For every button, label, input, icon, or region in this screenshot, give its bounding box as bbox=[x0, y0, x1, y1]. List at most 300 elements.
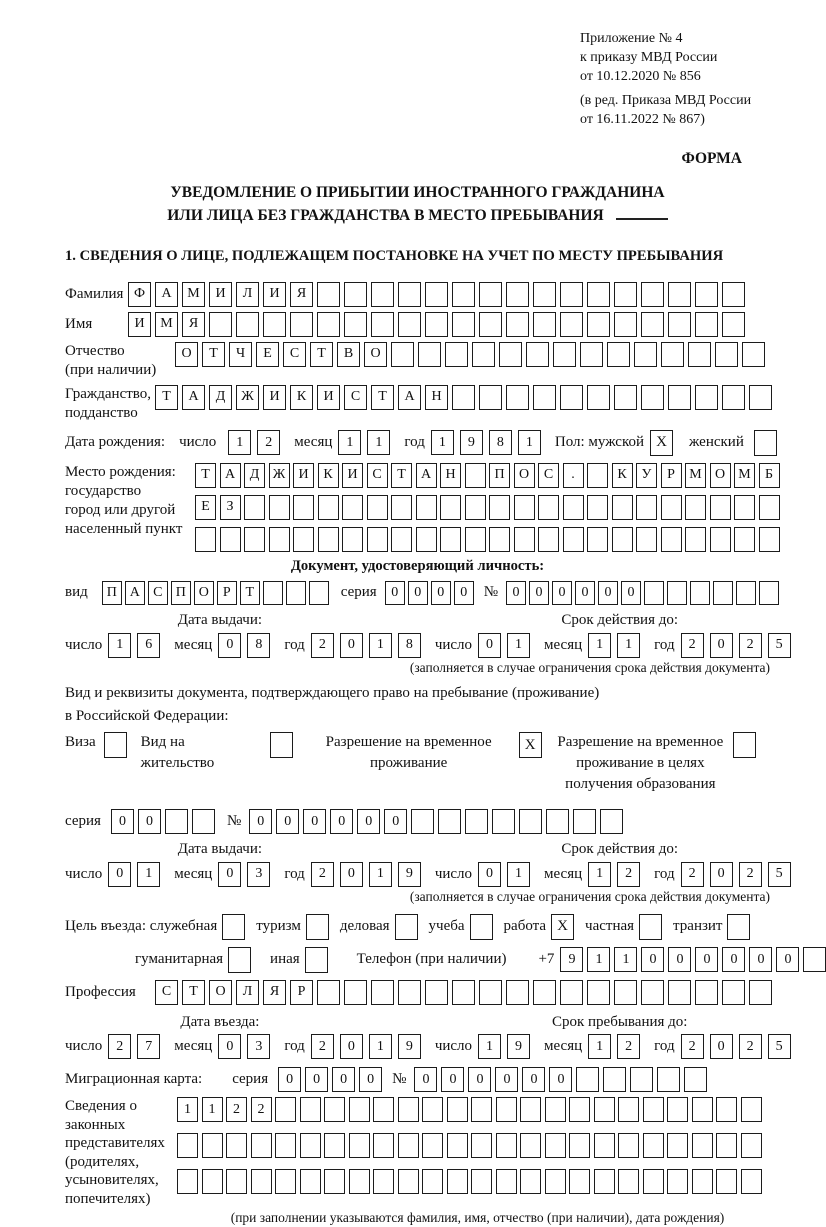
char-box[interactable] bbox=[472, 342, 495, 367]
char-box[interactable] bbox=[447, 1133, 468, 1158]
char-box[interactable] bbox=[643, 1169, 664, 1194]
char-box[interactable]: 7 bbox=[137, 1034, 160, 1059]
char-box[interactable]: 5 bbox=[768, 1034, 791, 1059]
char-box[interactable] bbox=[692, 1097, 713, 1122]
char-box[interactable] bbox=[661, 342, 684, 367]
char-box[interactable] bbox=[344, 980, 367, 1005]
char-box[interactable] bbox=[236, 312, 259, 337]
char-box[interactable] bbox=[603, 1067, 626, 1092]
char-box[interactable] bbox=[263, 581, 283, 605]
purpose-transit-checkbox[interactable] bbox=[727, 914, 750, 940]
char-box[interactable] bbox=[465, 495, 486, 520]
char-box[interactable] bbox=[734, 527, 755, 552]
char-box[interactable]: Т bbox=[391, 463, 412, 488]
char-box[interactable] bbox=[695, 312, 718, 337]
char-box[interactable] bbox=[533, 282, 556, 307]
purpose-business-checkbox[interactable] bbox=[395, 914, 418, 940]
char-box[interactable]: 2 bbox=[681, 1034, 704, 1059]
char-box[interactable]: Я bbox=[290, 282, 313, 307]
char-box[interactable]: 0 bbox=[357, 809, 380, 834]
char-box[interactable]: 6 bbox=[137, 633, 160, 658]
char-box[interactable] bbox=[695, 282, 718, 307]
char-box[interactable]: С bbox=[148, 581, 168, 605]
char-box[interactable] bbox=[514, 527, 535, 552]
char-box[interactable] bbox=[749, 980, 772, 1005]
char-box[interactable]: А bbox=[182, 385, 205, 410]
char-box[interactable]: 0 bbox=[549, 1067, 572, 1092]
char-box[interactable]: Ж bbox=[269, 463, 290, 488]
char-box[interactable] bbox=[471, 1133, 492, 1158]
char-box[interactable] bbox=[569, 1097, 590, 1122]
char-box[interactable]: 8 bbox=[398, 633, 421, 658]
char-box[interactable]: П bbox=[489, 463, 510, 488]
char-box[interactable] bbox=[344, 312, 367, 337]
char-box[interactable]: 1 bbox=[617, 633, 640, 658]
char-box[interactable]: Р bbox=[661, 463, 682, 488]
char-box[interactable]: 2 bbox=[739, 862, 762, 887]
char-box[interactable] bbox=[398, 980, 421, 1005]
char-box[interactable] bbox=[538, 495, 559, 520]
char-box[interactable] bbox=[465, 527, 486, 552]
char-box[interactable]: В bbox=[337, 342, 360, 367]
char-box[interactable]: 0 bbox=[722, 947, 745, 972]
char-box[interactable]: Т bbox=[310, 342, 333, 367]
char-box[interactable]: 0 bbox=[695, 947, 718, 972]
char-box[interactable] bbox=[612, 527, 633, 552]
char-box[interactable] bbox=[373, 1097, 394, 1122]
char-box[interactable]: 9 bbox=[398, 862, 421, 887]
char-box[interactable]: 1 bbox=[369, 1034, 392, 1059]
char-box[interactable]: И bbox=[263, 385, 286, 410]
char-box[interactable] bbox=[710, 495, 731, 520]
char-box[interactable] bbox=[545, 1133, 566, 1158]
char-box[interactable] bbox=[618, 1133, 639, 1158]
char-box[interactable] bbox=[803, 947, 826, 972]
char-box[interactable] bbox=[226, 1133, 247, 1158]
char-box[interactable]: 2 bbox=[108, 1034, 131, 1059]
char-box[interactable] bbox=[618, 1097, 639, 1122]
char-box[interactable] bbox=[641, 282, 664, 307]
char-box[interactable] bbox=[715, 342, 738, 367]
char-box[interactable] bbox=[749, 385, 772, 410]
char-box[interactable] bbox=[520, 1133, 541, 1158]
char-box[interactable]: И bbox=[293, 463, 314, 488]
char-box[interactable]: 3 bbox=[247, 862, 270, 887]
char-box[interactable] bbox=[290, 312, 313, 337]
char-box[interactable] bbox=[479, 385, 502, 410]
char-box[interactable] bbox=[722, 385, 745, 410]
char-box[interactable] bbox=[641, 312, 664, 337]
residence-permit-checkbox[interactable] bbox=[270, 732, 293, 758]
char-box[interactable] bbox=[716, 1097, 737, 1122]
char-box[interactable] bbox=[371, 312, 394, 337]
char-box[interactable] bbox=[416, 527, 437, 552]
char-box[interactable]: 0 bbox=[641, 947, 664, 972]
char-box[interactable] bbox=[342, 495, 363, 520]
char-box[interactable] bbox=[324, 1169, 345, 1194]
char-box[interactable]: 0 bbox=[710, 1034, 733, 1059]
char-box[interactable]: 0 bbox=[278, 1067, 301, 1092]
char-box[interactable] bbox=[695, 385, 718, 410]
char-box[interactable] bbox=[722, 980, 745, 1005]
char-box[interactable] bbox=[533, 312, 556, 337]
char-box[interactable]: 0 bbox=[575, 581, 595, 605]
char-box[interactable]: 1 bbox=[507, 633, 530, 658]
char-box[interactable] bbox=[716, 1133, 737, 1158]
char-box[interactable] bbox=[519, 809, 542, 834]
char-box[interactable] bbox=[499, 342, 522, 367]
char-box[interactable] bbox=[618, 1169, 639, 1194]
char-box[interactable]: 1 bbox=[367, 430, 390, 455]
char-box[interactable] bbox=[226, 1169, 247, 1194]
char-box[interactable] bbox=[685, 495, 706, 520]
char-box[interactable] bbox=[641, 980, 664, 1005]
char-box[interactable] bbox=[722, 282, 745, 307]
char-box[interactable] bbox=[489, 527, 510, 552]
char-box[interactable] bbox=[324, 1133, 345, 1158]
char-box[interactable] bbox=[506, 282, 529, 307]
char-box[interactable] bbox=[452, 385, 475, 410]
char-box[interactable]: С bbox=[344, 385, 367, 410]
char-box[interactable]: М bbox=[182, 282, 205, 307]
char-box[interactable]: 0 bbox=[218, 862, 241, 887]
char-box[interactable] bbox=[371, 980, 394, 1005]
char-box[interactable]: 1 bbox=[108, 633, 131, 658]
char-box[interactable]: М bbox=[685, 463, 706, 488]
char-box[interactable]: К bbox=[612, 463, 633, 488]
char-box[interactable]: 1 bbox=[177, 1097, 198, 1122]
char-box[interactable] bbox=[479, 312, 502, 337]
char-box[interactable] bbox=[695, 980, 718, 1005]
char-box[interactable]: Я bbox=[182, 312, 205, 337]
char-box[interactable]: Т bbox=[202, 342, 225, 367]
char-box[interactable] bbox=[506, 980, 529, 1005]
char-box[interactable] bbox=[533, 385, 556, 410]
char-box[interactable]: Р bbox=[217, 581, 237, 605]
char-box[interactable] bbox=[641, 385, 664, 410]
purpose-humanitarian-checkbox[interactable] bbox=[228, 947, 251, 973]
char-box[interactable]: 2 bbox=[251, 1097, 272, 1122]
char-box[interactable] bbox=[452, 282, 475, 307]
char-box[interactable] bbox=[251, 1133, 272, 1158]
char-box[interactable] bbox=[391, 495, 412, 520]
char-box[interactable]: Т bbox=[240, 581, 260, 605]
char-box[interactable] bbox=[391, 342, 414, 367]
char-box[interactable] bbox=[492, 809, 515, 834]
char-box[interactable] bbox=[447, 1169, 468, 1194]
char-box[interactable] bbox=[636, 495, 657, 520]
char-box[interactable]: 1 bbox=[137, 862, 160, 887]
temp-residence-checkbox[interactable]: X bbox=[519, 732, 542, 758]
char-box[interactable]: 0 bbox=[408, 581, 428, 605]
char-box[interactable]: О bbox=[710, 463, 731, 488]
char-box[interactable]: Т bbox=[195, 463, 216, 488]
char-box[interactable] bbox=[667, 1097, 688, 1122]
char-box[interactable]: С bbox=[367, 463, 388, 488]
char-box[interactable] bbox=[661, 495, 682, 520]
char-box[interactable]: 1 bbox=[338, 430, 361, 455]
char-box[interactable]: 2 bbox=[617, 1034, 640, 1059]
char-box[interactable] bbox=[349, 1133, 370, 1158]
char-box[interactable] bbox=[759, 527, 780, 552]
char-box[interactable]: А bbox=[398, 385, 421, 410]
char-box[interactable]: 0 bbox=[441, 1067, 464, 1092]
char-box[interactable] bbox=[576, 1067, 599, 1092]
char-box[interactable]: 5 bbox=[768, 862, 791, 887]
char-box[interactable] bbox=[192, 809, 215, 834]
char-box[interactable] bbox=[506, 385, 529, 410]
char-box[interactable]: 0 bbox=[776, 947, 799, 972]
char-box[interactable] bbox=[496, 1133, 517, 1158]
char-box[interactable] bbox=[479, 980, 502, 1005]
char-box[interactable]: 0 bbox=[276, 809, 299, 834]
char-box[interactable]: 9 bbox=[460, 430, 483, 455]
char-box[interactable] bbox=[318, 495, 339, 520]
char-box[interactable] bbox=[607, 342, 630, 367]
char-box[interactable] bbox=[391, 527, 412, 552]
char-box[interactable]: 0 bbox=[384, 809, 407, 834]
char-box[interactable]: О bbox=[175, 342, 198, 367]
char-box[interactable]: 2 bbox=[311, 862, 334, 887]
char-box[interactable]: 2 bbox=[311, 1034, 334, 1059]
char-box[interactable] bbox=[202, 1133, 223, 1158]
char-box[interactable] bbox=[684, 1067, 707, 1092]
char-box[interactable] bbox=[545, 1169, 566, 1194]
char-box[interactable] bbox=[630, 1067, 653, 1092]
char-box[interactable]: 0 bbox=[340, 1034, 363, 1059]
char-box[interactable] bbox=[220, 527, 241, 552]
char-box[interactable] bbox=[373, 1169, 394, 1194]
char-box[interactable]: 3 bbox=[247, 1034, 270, 1059]
char-box[interactable] bbox=[741, 1097, 762, 1122]
char-box[interactable]: И bbox=[128, 312, 151, 337]
char-box[interactable] bbox=[398, 1169, 419, 1194]
char-box[interactable] bbox=[309, 581, 329, 605]
char-box[interactable] bbox=[692, 1169, 713, 1194]
char-box[interactable]: 1 bbox=[587, 947, 610, 972]
char-box[interactable]: 2 bbox=[681, 862, 704, 887]
char-box[interactable] bbox=[657, 1067, 680, 1092]
char-box[interactable]: О bbox=[364, 342, 387, 367]
char-box[interactable]: Д bbox=[209, 385, 232, 410]
purpose-work-checkbox[interactable]: X bbox=[551, 914, 574, 940]
char-box[interactable] bbox=[202, 1169, 223, 1194]
char-box[interactable] bbox=[580, 342, 603, 367]
char-box[interactable] bbox=[563, 527, 584, 552]
char-box[interactable]: 0 bbox=[431, 581, 451, 605]
char-box[interactable]: А bbox=[416, 463, 437, 488]
char-box[interactable] bbox=[342, 527, 363, 552]
char-box[interactable] bbox=[398, 312, 421, 337]
purpose-study-checkbox[interactable] bbox=[470, 914, 493, 940]
char-box[interactable]: Е bbox=[195, 495, 216, 520]
char-box[interactable]: К bbox=[290, 385, 313, 410]
char-box[interactable]: 0 bbox=[303, 809, 326, 834]
purpose-private-checkbox[interactable] bbox=[639, 914, 662, 940]
char-box[interactable]: 0 bbox=[332, 1067, 355, 1092]
char-box[interactable] bbox=[195, 527, 216, 552]
char-box[interactable] bbox=[667, 1169, 688, 1194]
char-box[interactable] bbox=[569, 1133, 590, 1158]
char-box[interactable]: С bbox=[538, 463, 559, 488]
char-box[interactable] bbox=[587, 282, 610, 307]
char-box[interactable]: 9 bbox=[560, 947, 583, 972]
char-box[interactable]: 2 bbox=[257, 430, 280, 455]
char-box[interactable] bbox=[398, 282, 421, 307]
char-box[interactable]: 0 bbox=[522, 1067, 545, 1092]
char-box[interactable] bbox=[594, 1133, 615, 1158]
char-box[interactable] bbox=[587, 527, 608, 552]
char-box[interactable]: 1 bbox=[478, 1034, 501, 1059]
char-box[interactable] bbox=[741, 1169, 762, 1194]
char-box[interactable] bbox=[614, 385, 637, 410]
char-box[interactable] bbox=[692, 1133, 713, 1158]
char-box[interactable]: 0 bbox=[454, 581, 474, 605]
char-box[interactable]: П bbox=[102, 581, 122, 605]
char-box[interactable] bbox=[398, 1133, 419, 1158]
char-box[interactable] bbox=[742, 342, 765, 367]
char-box[interactable]: 2 bbox=[739, 633, 762, 658]
char-box[interactable]: 8 bbox=[489, 430, 512, 455]
char-box[interactable] bbox=[465, 809, 488, 834]
char-box[interactable]: 0 bbox=[506, 581, 526, 605]
char-box[interactable] bbox=[569, 1169, 590, 1194]
char-box[interactable] bbox=[636, 527, 657, 552]
char-box[interactable] bbox=[177, 1133, 198, 1158]
char-box[interactable] bbox=[471, 1097, 492, 1122]
char-box[interactable] bbox=[422, 1169, 443, 1194]
char-box[interactable] bbox=[438, 809, 461, 834]
char-box[interactable] bbox=[496, 1169, 517, 1194]
char-box[interactable] bbox=[425, 312, 448, 337]
char-box[interactable] bbox=[244, 495, 265, 520]
char-box[interactable]: У bbox=[636, 463, 657, 488]
char-box[interactable]: 0 bbox=[340, 862, 363, 887]
char-box[interactable]: 2 bbox=[226, 1097, 247, 1122]
char-box[interactable] bbox=[418, 342, 441, 367]
char-box[interactable] bbox=[612, 495, 633, 520]
char-box[interactable] bbox=[445, 342, 468, 367]
char-box[interactable] bbox=[489, 495, 510, 520]
char-box[interactable] bbox=[668, 282, 691, 307]
char-box[interactable]: 2 bbox=[681, 633, 704, 658]
char-box[interactable]: Л bbox=[236, 980, 259, 1005]
char-box[interactable] bbox=[614, 980, 637, 1005]
char-box[interactable]: О bbox=[514, 463, 535, 488]
char-box[interactable]: 0 bbox=[552, 581, 572, 605]
char-box[interactable]: 0 bbox=[529, 581, 549, 605]
char-box[interactable] bbox=[165, 809, 188, 834]
char-box[interactable] bbox=[587, 385, 610, 410]
char-box[interactable]: 0 bbox=[621, 581, 641, 605]
char-box[interactable]: 9 bbox=[507, 1034, 530, 1059]
char-box[interactable]: 1 bbox=[431, 430, 454, 455]
char-box[interactable]: М bbox=[734, 463, 755, 488]
char-box[interactable]: 0 bbox=[668, 947, 691, 972]
char-box[interactable] bbox=[244, 527, 265, 552]
char-box[interactable]: Ф bbox=[128, 282, 151, 307]
char-box[interactable]: 1 bbox=[369, 633, 392, 658]
char-box[interactable] bbox=[587, 980, 610, 1005]
char-box[interactable] bbox=[440, 495, 461, 520]
char-box[interactable] bbox=[587, 495, 608, 520]
char-box[interactable] bbox=[300, 1097, 321, 1122]
char-box[interactable]: П bbox=[171, 581, 191, 605]
char-box[interactable]: 0 bbox=[598, 581, 618, 605]
char-box[interactable] bbox=[546, 809, 569, 834]
char-box[interactable] bbox=[286, 581, 306, 605]
purpose-tourism-checkbox[interactable] bbox=[306, 914, 329, 940]
char-box[interactable] bbox=[661, 527, 682, 552]
char-box[interactable] bbox=[722, 312, 745, 337]
char-box[interactable] bbox=[514, 495, 535, 520]
char-box[interactable] bbox=[344, 282, 367, 307]
char-box[interactable]: 0 bbox=[305, 1067, 328, 1092]
char-box[interactable] bbox=[538, 527, 559, 552]
char-box[interactable] bbox=[447, 1097, 468, 1122]
char-box[interactable]: 1 bbox=[228, 430, 251, 455]
char-box[interactable]: 1 bbox=[588, 1034, 611, 1059]
char-box[interactable]: 0 bbox=[495, 1067, 518, 1092]
char-box[interactable] bbox=[644, 581, 664, 605]
char-box[interactable]: 0 bbox=[710, 633, 733, 658]
char-box[interactable]: 1 bbox=[614, 947, 637, 972]
char-box[interactable]: Ж bbox=[236, 385, 259, 410]
char-box[interactable]: Т bbox=[371, 385, 394, 410]
char-box[interactable] bbox=[526, 342, 549, 367]
char-box[interactable]: О bbox=[194, 581, 214, 605]
sex-male-checkbox[interactable]: X bbox=[650, 430, 673, 456]
char-box[interactable]: . bbox=[563, 463, 584, 488]
char-box[interactable] bbox=[634, 342, 657, 367]
char-box[interactable] bbox=[560, 385, 583, 410]
char-box[interactable]: З bbox=[220, 495, 241, 520]
char-box[interactable]: Н bbox=[425, 385, 448, 410]
char-box[interactable]: К bbox=[318, 463, 339, 488]
char-box[interactable] bbox=[263, 312, 286, 337]
char-box[interactable] bbox=[668, 980, 691, 1005]
char-box[interactable] bbox=[614, 282, 637, 307]
char-box[interactable] bbox=[471, 1169, 492, 1194]
char-box[interactable] bbox=[317, 312, 340, 337]
char-box[interactable] bbox=[422, 1133, 443, 1158]
char-box[interactable]: Е bbox=[256, 342, 279, 367]
char-box[interactable]: 0 bbox=[138, 809, 161, 834]
char-box[interactable] bbox=[275, 1133, 296, 1158]
char-box[interactable] bbox=[667, 581, 687, 605]
char-box[interactable] bbox=[275, 1097, 296, 1122]
char-box[interactable]: Я bbox=[263, 980, 286, 1005]
char-box[interactable] bbox=[668, 385, 691, 410]
char-box[interactable] bbox=[594, 1169, 615, 1194]
char-box[interactable] bbox=[452, 980, 475, 1005]
char-box[interactable] bbox=[317, 980, 340, 1005]
char-box[interactable]: 0 bbox=[111, 809, 134, 834]
char-box[interactable] bbox=[416, 495, 437, 520]
char-box[interactable] bbox=[520, 1097, 541, 1122]
char-box[interactable] bbox=[371, 282, 394, 307]
char-box[interactable] bbox=[667, 1133, 688, 1158]
char-box[interactable] bbox=[367, 527, 388, 552]
char-box[interactable]: Д bbox=[244, 463, 265, 488]
purpose-official-checkbox[interactable] bbox=[222, 914, 245, 940]
char-box[interactable] bbox=[688, 342, 711, 367]
char-box[interactable]: 1 bbox=[588, 862, 611, 887]
char-box[interactable]: 1 bbox=[202, 1097, 223, 1122]
char-box[interactable]: Н bbox=[440, 463, 461, 488]
char-box[interactable]: Т bbox=[155, 385, 178, 410]
char-box[interactable] bbox=[594, 1097, 615, 1122]
